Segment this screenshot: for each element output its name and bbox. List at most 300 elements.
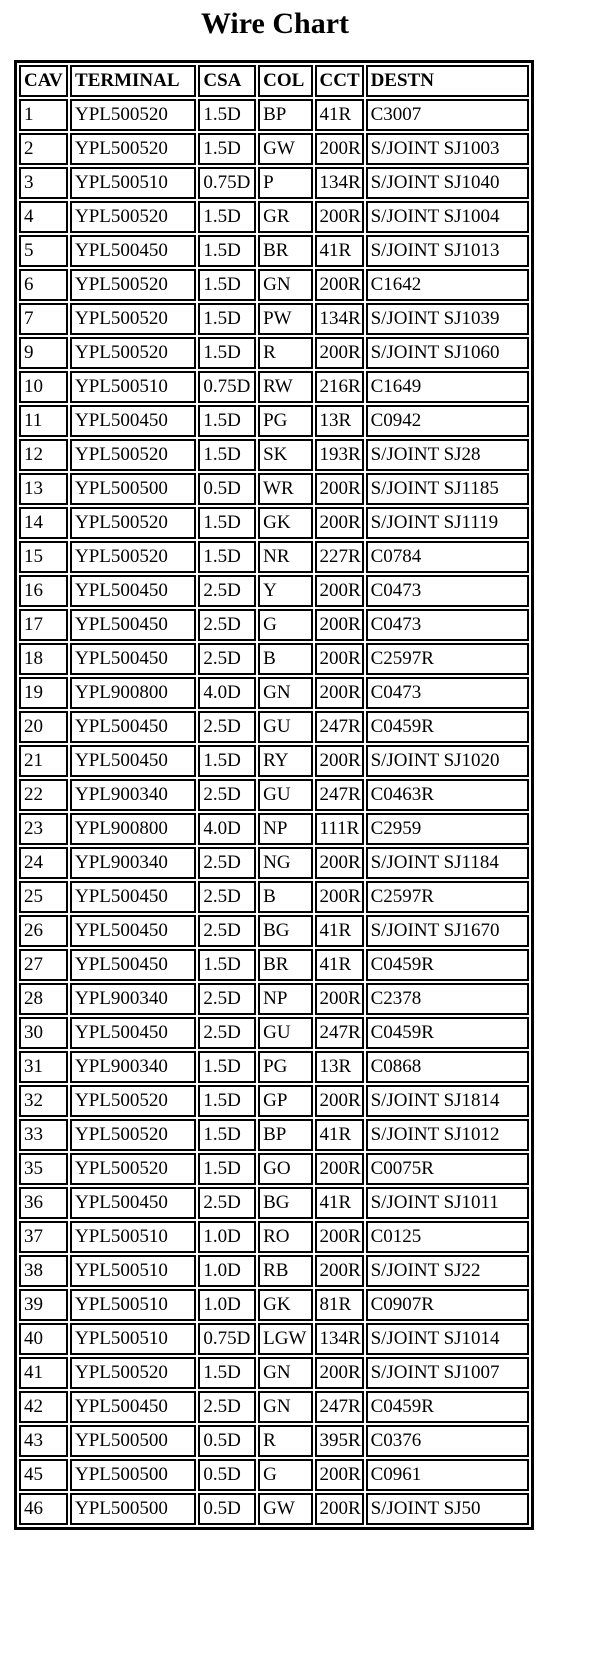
- col-cell: RY: [258, 745, 312, 777]
- cav-cell: 3: [19, 167, 68, 199]
- cav-cell: 30: [19, 1017, 68, 1049]
- csa-cell: 1.5D: [198, 337, 256, 369]
- terminal-cell: YPL900340: [70, 779, 196, 811]
- cct-cell: 200R: [315, 609, 364, 641]
- terminal-cell: YPL500450: [70, 575, 196, 607]
- csa-cell: 4.0D: [198, 677, 256, 709]
- cct-cell: 216R: [315, 371, 364, 403]
- table-row: [19, 609, 529, 641]
- cav-cell: 22: [19, 779, 68, 811]
- destn-cell: S/JOINT SJ1011: [366, 1187, 529, 1219]
- destn-cell: C0868: [366, 1051, 529, 1083]
- destn-cell: S/JOINT SJ1014: [366, 1323, 529, 1355]
- cav-cell: 42: [19, 1391, 68, 1423]
- cav-cell: 12: [19, 439, 68, 471]
- cct-cell: 200R: [315, 1459, 364, 1491]
- cav-cell: 6: [19, 269, 68, 301]
- col-cell: P: [258, 167, 312, 199]
- table-row: [19, 983, 529, 1015]
- destn-cell: S/JOINT SJ1039: [366, 303, 529, 335]
- csa-cell: 1.5D: [198, 1357, 256, 1389]
- csa-cell: 2.5D: [198, 983, 256, 1015]
- col-cell: BP: [258, 1119, 312, 1151]
- terminal-cell: YPL500520: [70, 541, 196, 573]
- cav-cell: 4: [19, 201, 68, 233]
- table-row: [19, 949, 529, 981]
- table-row: [19, 575, 529, 607]
- csa-cell: 2.5D: [198, 575, 256, 607]
- destn-cell: C0463R: [366, 779, 529, 811]
- csa-cell: 1.0D: [198, 1221, 256, 1253]
- cav-cell: 24: [19, 847, 68, 879]
- destn-cell: S/JOINT SJ1119: [366, 507, 529, 539]
- col-cell: GU: [258, 1017, 312, 1049]
- destn-cell: C2597R: [366, 643, 529, 675]
- table-row: [19, 1221, 529, 1253]
- csa-cell: 2.5D: [198, 779, 256, 811]
- col-cell: GW: [258, 1493, 312, 1525]
- csa-cell: 1.5D: [198, 133, 256, 165]
- col-cell: BG: [258, 1187, 312, 1219]
- table-row: [19, 473, 529, 505]
- wire-chart-table: [14, 60, 534, 1530]
- csa-cell: 1.5D: [198, 201, 256, 233]
- table-row: [19, 1119, 529, 1151]
- csa-cell: 0.5D: [198, 1425, 256, 1457]
- destn-cell: C0075R: [366, 1153, 529, 1185]
- cav-cell: 35: [19, 1153, 68, 1185]
- destn-cell: S/JOINT SJ1004: [366, 201, 529, 233]
- csa-cell: 1.5D: [198, 1119, 256, 1151]
- terminal-cell: YPL500520: [70, 1357, 196, 1389]
- cct-cell: 41R: [315, 99, 364, 131]
- col-cell: GR: [258, 201, 312, 233]
- cav-cell: 9: [19, 337, 68, 369]
- table-row: [19, 167, 529, 199]
- cct-cell: 200R: [315, 1357, 364, 1389]
- csa-cell: 2.5D: [198, 847, 256, 879]
- destn-cell: C0942: [366, 405, 529, 437]
- cct-cell: 41R: [315, 949, 364, 981]
- col-cell: G: [258, 609, 312, 641]
- table-row: [19, 915, 529, 947]
- destn-cell: C0376: [366, 1425, 529, 1457]
- csa-cell: 2.5D: [198, 609, 256, 641]
- terminal-cell: YPL500510: [70, 1221, 196, 1253]
- table-row: [19, 1153, 529, 1185]
- col-cell: R: [258, 1425, 312, 1457]
- col-cell: WR: [258, 473, 312, 505]
- csa-cell: 2.5D: [198, 915, 256, 947]
- col-cell: RO: [258, 1221, 312, 1253]
- cct-cell: 200R: [315, 133, 364, 165]
- table-row: [19, 779, 529, 811]
- col-cell: NP: [258, 983, 312, 1015]
- cav-cell: 46: [19, 1493, 68, 1525]
- csa-cell: 4.0D: [198, 813, 256, 845]
- table-row: [19, 847, 529, 879]
- terminal-cell: YPL500500: [70, 1425, 196, 1457]
- cct-cell: 41R: [315, 915, 364, 947]
- csa-cell: 1.5D: [198, 235, 256, 267]
- col-cell: RW: [258, 371, 312, 403]
- destn-cell: S/JOINT SJ1020: [366, 745, 529, 777]
- table-row: [19, 1085, 529, 1117]
- destn-cell: C0459R: [366, 1017, 529, 1049]
- cct-cell: 247R: [315, 779, 364, 811]
- csa-cell: 1.5D: [198, 269, 256, 301]
- csa-cell: 0.5D: [198, 1493, 256, 1525]
- destn-cell: C0473: [366, 609, 529, 641]
- col-cell: GN: [258, 1391, 312, 1423]
- col-cell: B: [258, 643, 312, 675]
- table-row: [19, 1289, 529, 1321]
- cct-cell: 200R: [315, 677, 364, 709]
- terminal-cell: YPL500500: [70, 1459, 196, 1491]
- cct-cell: 200R: [315, 643, 364, 675]
- col-cell: R: [258, 337, 312, 369]
- destn-cell: S/JOINT SJ22: [366, 1255, 529, 1287]
- col-cell: G: [258, 1459, 312, 1491]
- table-row: [19, 1187, 529, 1219]
- cav-cell: 11: [19, 405, 68, 437]
- cav-cell: 33: [19, 1119, 68, 1151]
- col-cell: BP: [258, 99, 312, 131]
- destn-cell: S/JOINT SJ1040: [366, 167, 529, 199]
- cav-cell: 27: [19, 949, 68, 981]
- destn-cell: S/JOINT SJ1013: [366, 235, 529, 267]
- cav-cell: 41: [19, 1357, 68, 1389]
- cav-cell: 5: [19, 235, 68, 267]
- table-row: [19, 745, 529, 777]
- terminal-cell: YPL900340: [70, 847, 196, 879]
- cav-cell: 28: [19, 983, 68, 1015]
- csa-cell: 0.75D: [198, 167, 256, 199]
- cav-cell: 18: [19, 643, 68, 675]
- table-row: [19, 1391, 529, 1423]
- terminal-cell: YPL500520: [70, 133, 196, 165]
- table-row: [19, 643, 529, 675]
- csa-cell: 2.5D: [198, 881, 256, 913]
- col-cell: SK: [258, 439, 312, 471]
- terminal-cell: YPL500510: [70, 1323, 196, 1355]
- column-header-destn: DESTN: [366, 65, 529, 97]
- destn-cell: C0907R: [366, 1289, 529, 1321]
- cct-cell: 200R: [315, 881, 364, 913]
- col-cell: GW: [258, 133, 312, 165]
- col-cell: RB: [258, 1255, 312, 1287]
- col-cell: GK: [258, 1289, 312, 1321]
- cav-cell: 36: [19, 1187, 68, 1219]
- destn-cell: C0459R: [366, 1391, 529, 1423]
- table-header-row: [19, 65, 529, 97]
- cav-cell: 2: [19, 133, 68, 165]
- terminal-cell: YPL500520: [70, 1119, 196, 1151]
- csa-cell: 1.5D: [198, 541, 256, 573]
- terminal-cell: YPL500510: [70, 1255, 196, 1287]
- csa-cell: 0.75D: [198, 371, 256, 403]
- cav-cell: 17: [19, 609, 68, 641]
- table-row: [19, 541, 529, 573]
- csa-cell: 1.0D: [198, 1255, 256, 1287]
- csa-cell: 2.5D: [198, 643, 256, 675]
- csa-cell: 0.75D: [198, 1323, 256, 1355]
- terminal-cell: YPL500450: [70, 235, 196, 267]
- destn-cell: C2597R: [366, 881, 529, 913]
- cct-cell: 200R: [315, 1255, 364, 1287]
- col-cell: NG: [258, 847, 312, 879]
- terminal-cell: YPL500500: [70, 473, 196, 505]
- destn-cell: S/JOINT SJ1012: [366, 1119, 529, 1151]
- cav-cell: 45: [19, 1459, 68, 1491]
- cct-cell: 134R: [315, 303, 364, 335]
- table-row: [19, 1017, 529, 1049]
- col-cell: GN: [258, 269, 312, 301]
- terminal-cell: YPL500450: [70, 745, 196, 777]
- cct-cell: 41R: [315, 235, 364, 267]
- csa-cell: 1.5D: [198, 507, 256, 539]
- col-cell: PG: [258, 405, 312, 437]
- destn-cell: C0473: [366, 677, 529, 709]
- terminal-cell: YPL500520: [70, 99, 196, 131]
- cav-cell: 40: [19, 1323, 68, 1355]
- table-row: [19, 1051, 529, 1083]
- destn-cell: C1649: [366, 371, 529, 403]
- col-cell: GU: [258, 711, 312, 743]
- terminal-cell: YPL500520: [70, 507, 196, 539]
- terminal-cell: YPL500510: [70, 1289, 196, 1321]
- terminal-cell: YPL500500: [70, 1493, 196, 1525]
- csa-cell: 1.5D: [198, 949, 256, 981]
- terminal-cell: YPL900340: [70, 983, 196, 1015]
- destn-cell: C0961: [366, 1459, 529, 1491]
- table-row: [19, 1493, 529, 1525]
- destn-cell: C1642: [366, 269, 529, 301]
- terminal-cell: YPL900800: [70, 677, 196, 709]
- table-row: [19, 1357, 529, 1389]
- column-header-col: COL: [258, 65, 312, 97]
- cav-cell: 25: [19, 881, 68, 913]
- cct-cell: 247R: [315, 1391, 364, 1423]
- terminal-cell: YPL900800: [70, 813, 196, 845]
- cav-cell: 39: [19, 1289, 68, 1321]
- cav-cell: 23: [19, 813, 68, 845]
- terminal-cell: YPL500450: [70, 1391, 196, 1423]
- table-row: [19, 1459, 529, 1491]
- cav-cell: 14: [19, 507, 68, 539]
- table-row: [19, 99, 529, 131]
- col-cell: Y: [258, 575, 312, 607]
- cav-cell: 19: [19, 677, 68, 709]
- destn-cell: S/JOINT SJ50: [366, 1493, 529, 1525]
- destn-cell: C0473: [366, 575, 529, 607]
- destn-cell: S/JOINT SJ1003: [366, 133, 529, 165]
- terminal-cell: YPL500520: [70, 303, 196, 335]
- terminal-cell: YPL500450: [70, 643, 196, 675]
- terminal-cell: YPL500450: [70, 915, 196, 947]
- destn-cell: C0459R: [366, 711, 529, 743]
- destn-cell: C0459R: [366, 949, 529, 981]
- csa-cell: 1.5D: [198, 745, 256, 777]
- cav-cell: 21: [19, 745, 68, 777]
- cct-cell: 200R: [315, 847, 364, 879]
- cct-cell: 200R: [315, 337, 364, 369]
- cav-cell: 26: [19, 915, 68, 947]
- cct-cell: 200R: [315, 473, 364, 505]
- destn-cell: S/JOINT SJ28: [366, 439, 529, 471]
- terminal-cell: YPL500520: [70, 1085, 196, 1117]
- terminal-cell: YPL500510: [70, 371, 196, 403]
- cav-cell: 43: [19, 1425, 68, 1457]
- cav-cell: 15: [19, 541, 68, 573]
- table-row: [19, 1425, 529, 1457]
- col-cell: GK: [258, 507, 312, 539]
- csa-cell: 1.5D: [198, 99, 256, 131]
- terminal-cell: YPL500520: [70, 1153, 196, 1185]
- table-row: [19, 677, 529, 709]
- table-row: [19, 439, 529, 471]
- terminal-cell: YPL500520: [70, 337, 196, 369]
- cct-cell: 13R: [315, 405, 364, 437]
- table-row: [19, 201, 529, 233]
- cct-cell: 193R: [315, 439, 364, 471]
- csa-cell: 0.5D: [198, 473, 256, 505]
- cct-cell: 395R: [315, 1425, 364, 1457]
- cct-cell: 200R: [315, 269, 364, 301]
- cct-cell: 227R: [315, 541, 364, 573]
- table-row: [19, 269, 529, 301]
- terminal-cell: YPL500510: [70, 167, 196, 199]
- csa-cell: 0.5D: [198, 1459, 256, 1491]
- cct-cell: 111R: [315, 813, 364, 845]
- cct-cell: 81R: [315, 1289, 364, 1321]
- cct-cell: 247R: [315, 711, 364, 743]
- table-row: [19, 1255, 529, 1287]
- cav-cell: 16: [19, 575, 68, 607]
- terminal-cell: YPL500450: [70, 1017, 196, 1049]
- cct-cell: 13R: [315, 1051, 364, 1083]
- destn-cell: C2959: [366, 813, 529, 845]
- col-cell: GO: [258, 1153, 312, 1185]
- cct-cell: 200R: [315, 983, 364, 1015]
- cct-cell: 134R: [315, 167, 364, 199]
- cct-cell: 200R: [315, 575, 364, 607]
- destn-cell: S/JOINT SJ1007: [366, 1357, 529, 1389]
- terminal-cell: YPL500450: [70, 609, 196, 641]
- cav-cell: 10: [19, 371, 68, 403]
- csa-cell: 1.5D: [198, 1153, 256, 1185]
- destn-cell: S/JOINT SJ1184: [366, 847, 529, 879]
- cct-cell: 247R: [315, 1017, 364, 1049]
- col-cell: NR: [258, 541, 312, 573]
- cav-cell: 20: [19, 711, 68, 743]
- column-header-cct: CCT: [315, 65, 364, 97]
- cct-cell: 134R: [315, 1323, 364, 1355]
- destn-cell: C3007: [366, 99, 529, 131]
- table-row: [19, 303, 529, 335]
- col-cell: GP: [258, 1085, 312, 1117]
- column-header-terminal: TERMINAL: [70, 65, 196, 97]
- csa-cell: 1.5D: [198, 1051, 256, 1083]
- terminal-cell: YPL500520: [70, 439, 196, 471]
- table-row: [19, 711, 529, 743]
- col-cell: NP: [258, 813, 312, 845]
- col-cell: PW: [258, 303, 312, 335]
- destn-cell: C2378: [366, 983, 529, 1015]
- csa-cell: 1.5D: [198, 1085, 256, 1117]
- table-row: [19, 337, 529, 369]
- destn-cell: S/JOINT SJ1185: [366, 473, 529, 505]
- destn-cell: S/JOINT SJ1060: [366, 337, 529, 369]
- terminal-cell: YPL500450: [70, 1187, 196, 1219]
- terminal-cell: YPL500450: [70, 949, 196, 981]
- terminal-cell: YPL500450: [70, 881, 196, 913]
- cct-cell: 200R: [315, 201, 364, 233]
- terminal-cell: YPL500450: [70, 711, 196, 743]
- cct-cell: 41R: [315, 1187, 364, 1219]
- csa-cell: 1.5D: [198, 303, 256, 335]
- csa-cell: 2.5D: [198, 1017, 256, 1049]
- table-row: [19, 507, 529, 539]
- column-header-csa: CSA: [198, 65, 256, 97]
- csa-cell: 1.0D: [198, 1289, 256, 1321]
- col-cell: GN: [258, 677, 312, 709]
- terminal-cell: YPL900340: [70, 1051, 196, 1083]
- cav-cell: 37: [19, 1221, 68, 1253]
- destn-cell: C0125: [366, 1221, 529, 1253]
- col-cell: BR: [258, 949, 312, 981]
- cct-cell: 200R: [315, 1493, 364, 1525]
- table-row: [19, 405, 529, 437]
- csa-cell: 1.5D: [198, 439, 256, 471]
- table-row: [19, 235, 529, 267]
- column-header-cav: CAV: [19, 65, 68, 97]
- col-cell: BR: [258, 235, 312, 267]
- cav-cell: 1: [19, 99, 68, 131]
- cav-cell: 13: [19, 473, 68, 505]
- col-cell: PG: [258, 1051, 312, 1083]
- destn-cell: C0784: [366, 541, 529, 573]
- terminal-cell: YPL500520: [70, 269, 196, 301]
- cct-cell: 41R: [315, 1119, 364, 1151]
- destn-cell: S/JOINT SJ1814: [366, 1085, 529, 1117]
- table-row: [19, 881, 529, 913]
- cct-cell: 200R: [315, 1085, 364, 1117]
- col-cell: GN: [258, 1357, 312, 1389]
- table-row: [19, 371, 529, 403]
- cav-cell: 31: [19, 1051, 68, 1083]
- csa-cell: 2.5D: [198, 711, 256, 743]
- col-cell: BG: [258, 915, 312, 947]
- cav-cell: 32: [19, 1085, 68, 1117]
- cct-cell: 200R: [315, 1221, 364, 1253]
- cct-cell: 200R: [315, 1153, 364, 1185]
- cct-cell: 200R: [315, 507, 364, 539]
- csa-cell: 2.5D: [198, 1187, 256, 1219]
- cav-cell: 38: [19, 1255, 68, 1287]
- table-row: [19, 813, 529, 845]
- csa-cell: 1.5D: [198, 405, 256, 437]
- destn-cell: S/JOINT SJ1670: [366, 915, 529, 947]
- table-row: [19, 1323, 529, 1355]
- csa-cell: 2.5D: [198, 1391, 256, 1423]
- cav-cell: 7: [19, 303, 68, 335]
- cct-cell: 200R: [315, 745, 364, 777]
- terminal-cell: YPL500450: [70, 405, 196, 437]
- page-title: Wire Chart: [200, 7, 350, 40]
- col-cell: GU: [258, 779, 312, 811]
- col-cell: B: [258, 881, 312, 913]
